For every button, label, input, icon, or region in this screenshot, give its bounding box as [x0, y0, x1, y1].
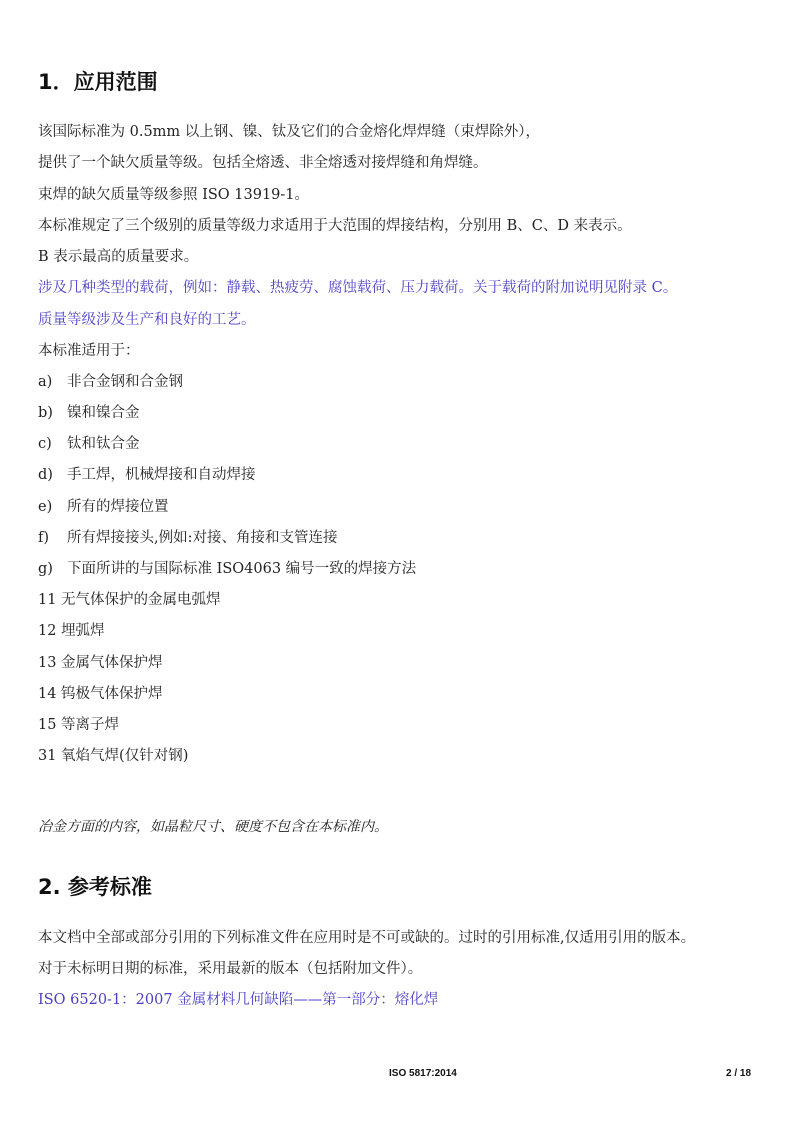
list-item-label: e): [38, 499, 53, 515]
paragraph: 对于未标明日期的标准，采用最新的版本（包括附加文件）。: [38, 961, 423, 977]
list-item: [38, 466, 256, 484]
list-item-text: 非合金钢和合金钢: [67, 374, 183, 390]
process-item: 12 埋弧焊: [38, 623, 105, 639]
list-item-label: d): [38, 467, 53, 483]
paragraph: B 表示最高的质量要求。: [38, 249, 199, 265]
list-item: [38, 435, 140, 453]
footer-document-id: ISO 5817:2014: [389, 1068, 457, 1079]
paragraph: 本文档中全部或部分引用的下列标准文件在应用时是不可或缺的。过时的引用标准,仅适用引用的版本。: [38, 930, 696, 946]
paragraph-highlighted: 涉及几种类型的载荷，例如：静载、热疲劳、腐蚀载荷、压力载荷。关于载荷的附加说明见附录 C。: [38, 280, 678, 296]
list-item-label: f): [38, 530, 50, 546]
list-item-label: c): [38, 436, 52, 452]
process-item: 15 等离子焊: [38, 717, 120, 733]
metallurgy-note: 冶金方面的内容，如晶粒尺寸、硬度不包含在本标准内。: [38, 819, 388, 835]
footer-page-number: 2 / 18: [726, 1068, 752, 1079]
list-item-label: g): [38, 561, 53, 577]
process-item: 31 氧焰气焊(仅针对钢): [38, 748, 189, 764]
list-item-text: 所有的焊接位置: [67, 499, 169, 515]
paragraph: 提供了一个缺欠质量等级。包括全熔透、非全熔透对接焊缝和角焊缝。: [38, 155, 488, 171]
paragraph-highlighted: 质量等级涉及生产和良好的工艺。: [38, 312, 256, 328]
paragraph: 本标准规定了三个级别的质量等级力求适用于大范围的焊接结构，分别用 B、C、D 来表示。: [38, 218, 632, 234]
paragraph: 本标准适用于：: [38, 343, 140, 359]
reference-standard: ISO 6520-1：2007 金属材料几何缺陷——第一部分：熔化焊: [38, 992, 439, 1008]
process-item: 11 无气体保护的金属电弧焊: [38, 592, 221, 608]
list-item: [38, 529, 338, 547]
list-item-label: b): [38, 405, 53, 421]
process-item: 14 钨极气体保护焊: [38, 686, 163, 702]
list-item-label: a): [38, 374, 53, 390]
list-item-text: 手工焊，机械焊接和自动焊接: [67, 467, 256, 483]
list-item-text: 下面所讲的与国际标准 ISO4063 编号一致的焊接方法: [67, 561, 417, 577]
process-item: 13 金属气体保护焊: [38, 655, 163, 671]
paragraph: 该国际标准为 0.5mm 以上钢、镍、钛及它们的合金熔化焊焊缝（束焊除外），: [38, 124, 541, 140]
list-item: [38, 498, 169, 516]
list-item-text: 镍和镍合金: [67, 405, 140, 421]
list-item-text: 所有焊接接头,例如:对接、角接和支管连接: [67, 530, 338, 546]
section-1-title: 1．应用范围: [38, 70, 158, 94]
section-2-title: 2. 参考标准: [38, 875, 152, 899]
list-item-text: 钛和钛合金: [67, 436, 140, 452]
list-item: [38, 404, 140, 422]
list-item: [38, 373, 183, 391]
paragraph: 束焊的缺欠质量等级参照 ISO 13919-1。: [38, 187, 310, 203]
list-item: [38, 560, 416, 578]
